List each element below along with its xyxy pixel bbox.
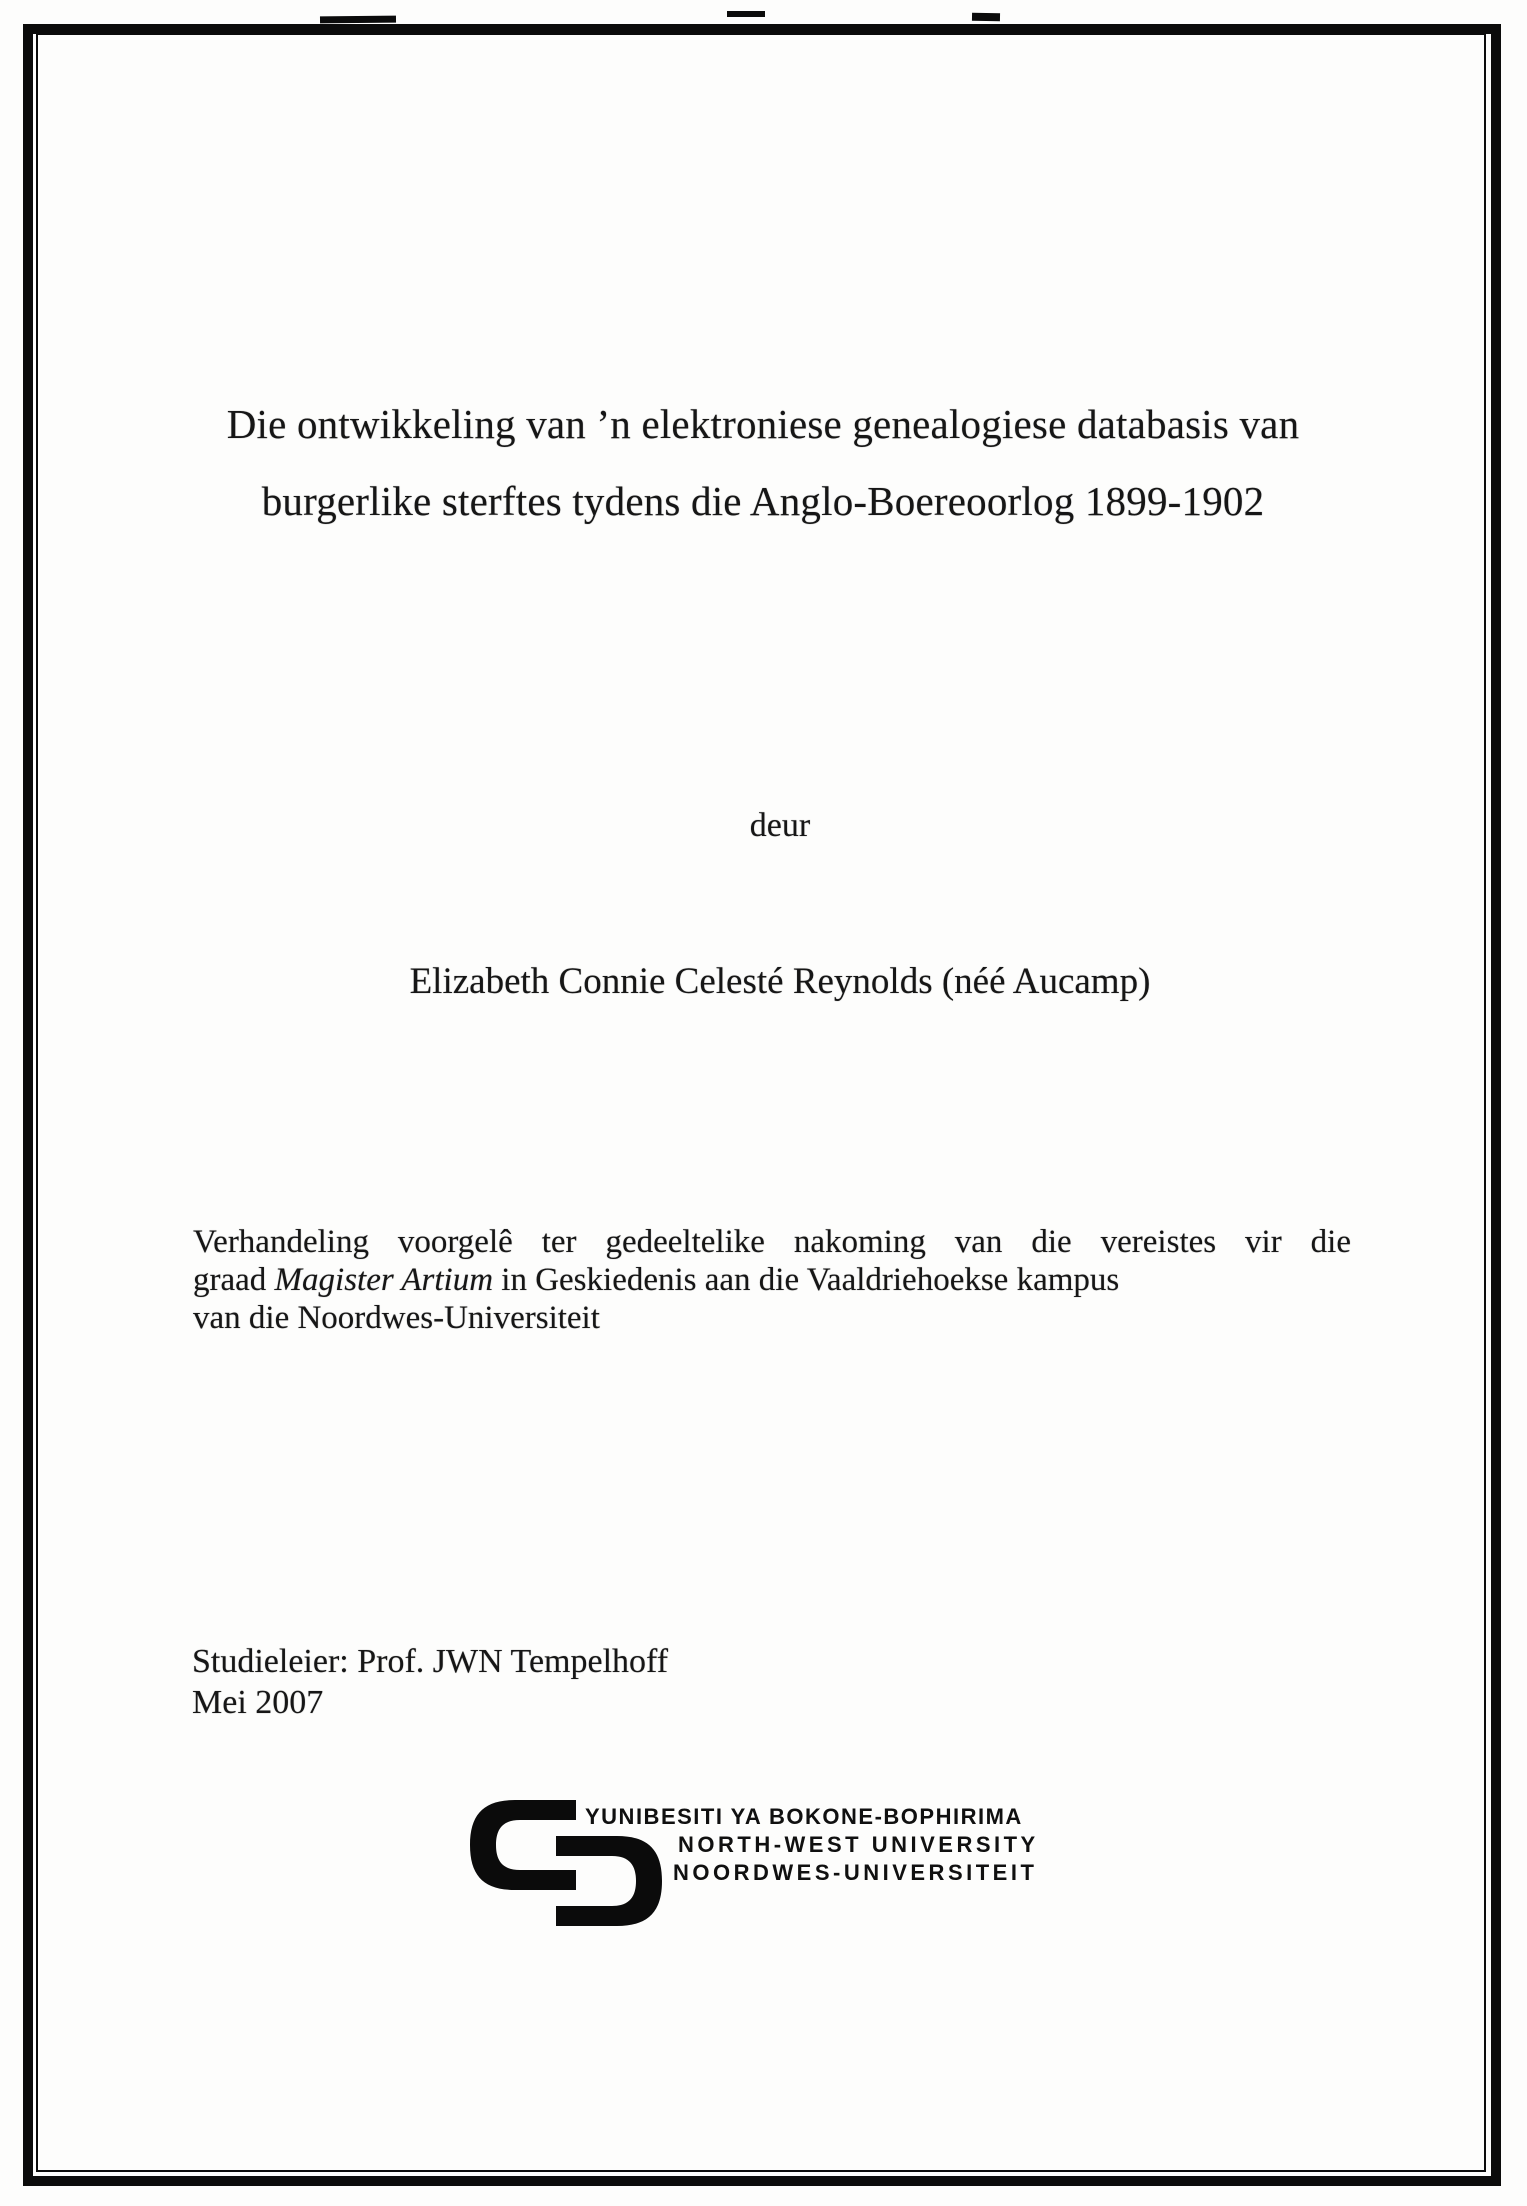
author-name: Elizabeth Connie Celesté Reynolds (néé Aucamp) bbox=[409, 961, 1151, 1002]
scan-artifact bbox=[320, 16, 396, 24]
degree-statement-line-3: van die Noordwes-Universiteit bbox=[193, 1300, 600, 1336]
thesis-title bbox=[173, 386, 1353, 540]
degree-statement-line-2 bbox=[193, 1261, 1351, 1299]
thesis-title-line-1: Die ontwikkeling van ’n elektroniese genealogiese databasis van bbox=[226, 401, 1300, 447]
degree-statement-line-1: Verhandeling voorgelê ter gedeeltelike nakoming van die vereistes vir die bbox=[193, 1224, 1351, 1260]
byline-deur: deur bbox=[749, 807, 811, 844]
logo-text-setswana: YUNIBESITI YA BOKONE-BOPHIRIMA bbox=[585, 1804, 1023, 1829]
logo-text-afrikaans: NOORDWES-UNIVERSITEIT bbox=[673, 1860, 1038, 1885]
logo-text-english: NORTH-WEST UNIVERSITY bbox=[678, 1832, 1039, 1857]
scan-artifact bbox=[972, 13, 1000, 21]
degree-statement bbox=[193, 1223, 1351, 1337]
supervisor-line: Studieleier: Prof. JWN Tempelhoff bbox=[192, 1643, 669, 1680]
degree-statement-line-2-post: in Geskiedenis aan die Vaaldriehoekse kampus bbox=[493, 1262, 1120, 1298]
date-line: Mei 2007 bbox=[192, 1684, 324, 1721]
scan-artifact bbox=[727, 11, 765, 17]
degree-title-italic: Magister Artium bbox=[274, 1262, 494, 1298]
thesis-title-line-2: burgerlike sterftes tydens die Anglo-Boereoorlog 1899-1902 bbox=[261, 478, 1265, 524]
degree-statement-line-2-pre: graad bbox=[193, 1262, 275, 1298]
university-logo bbox=[470, 1799, 1090, 1934]
supervisor-block bbox=[192, 1641, 668, 1723]
